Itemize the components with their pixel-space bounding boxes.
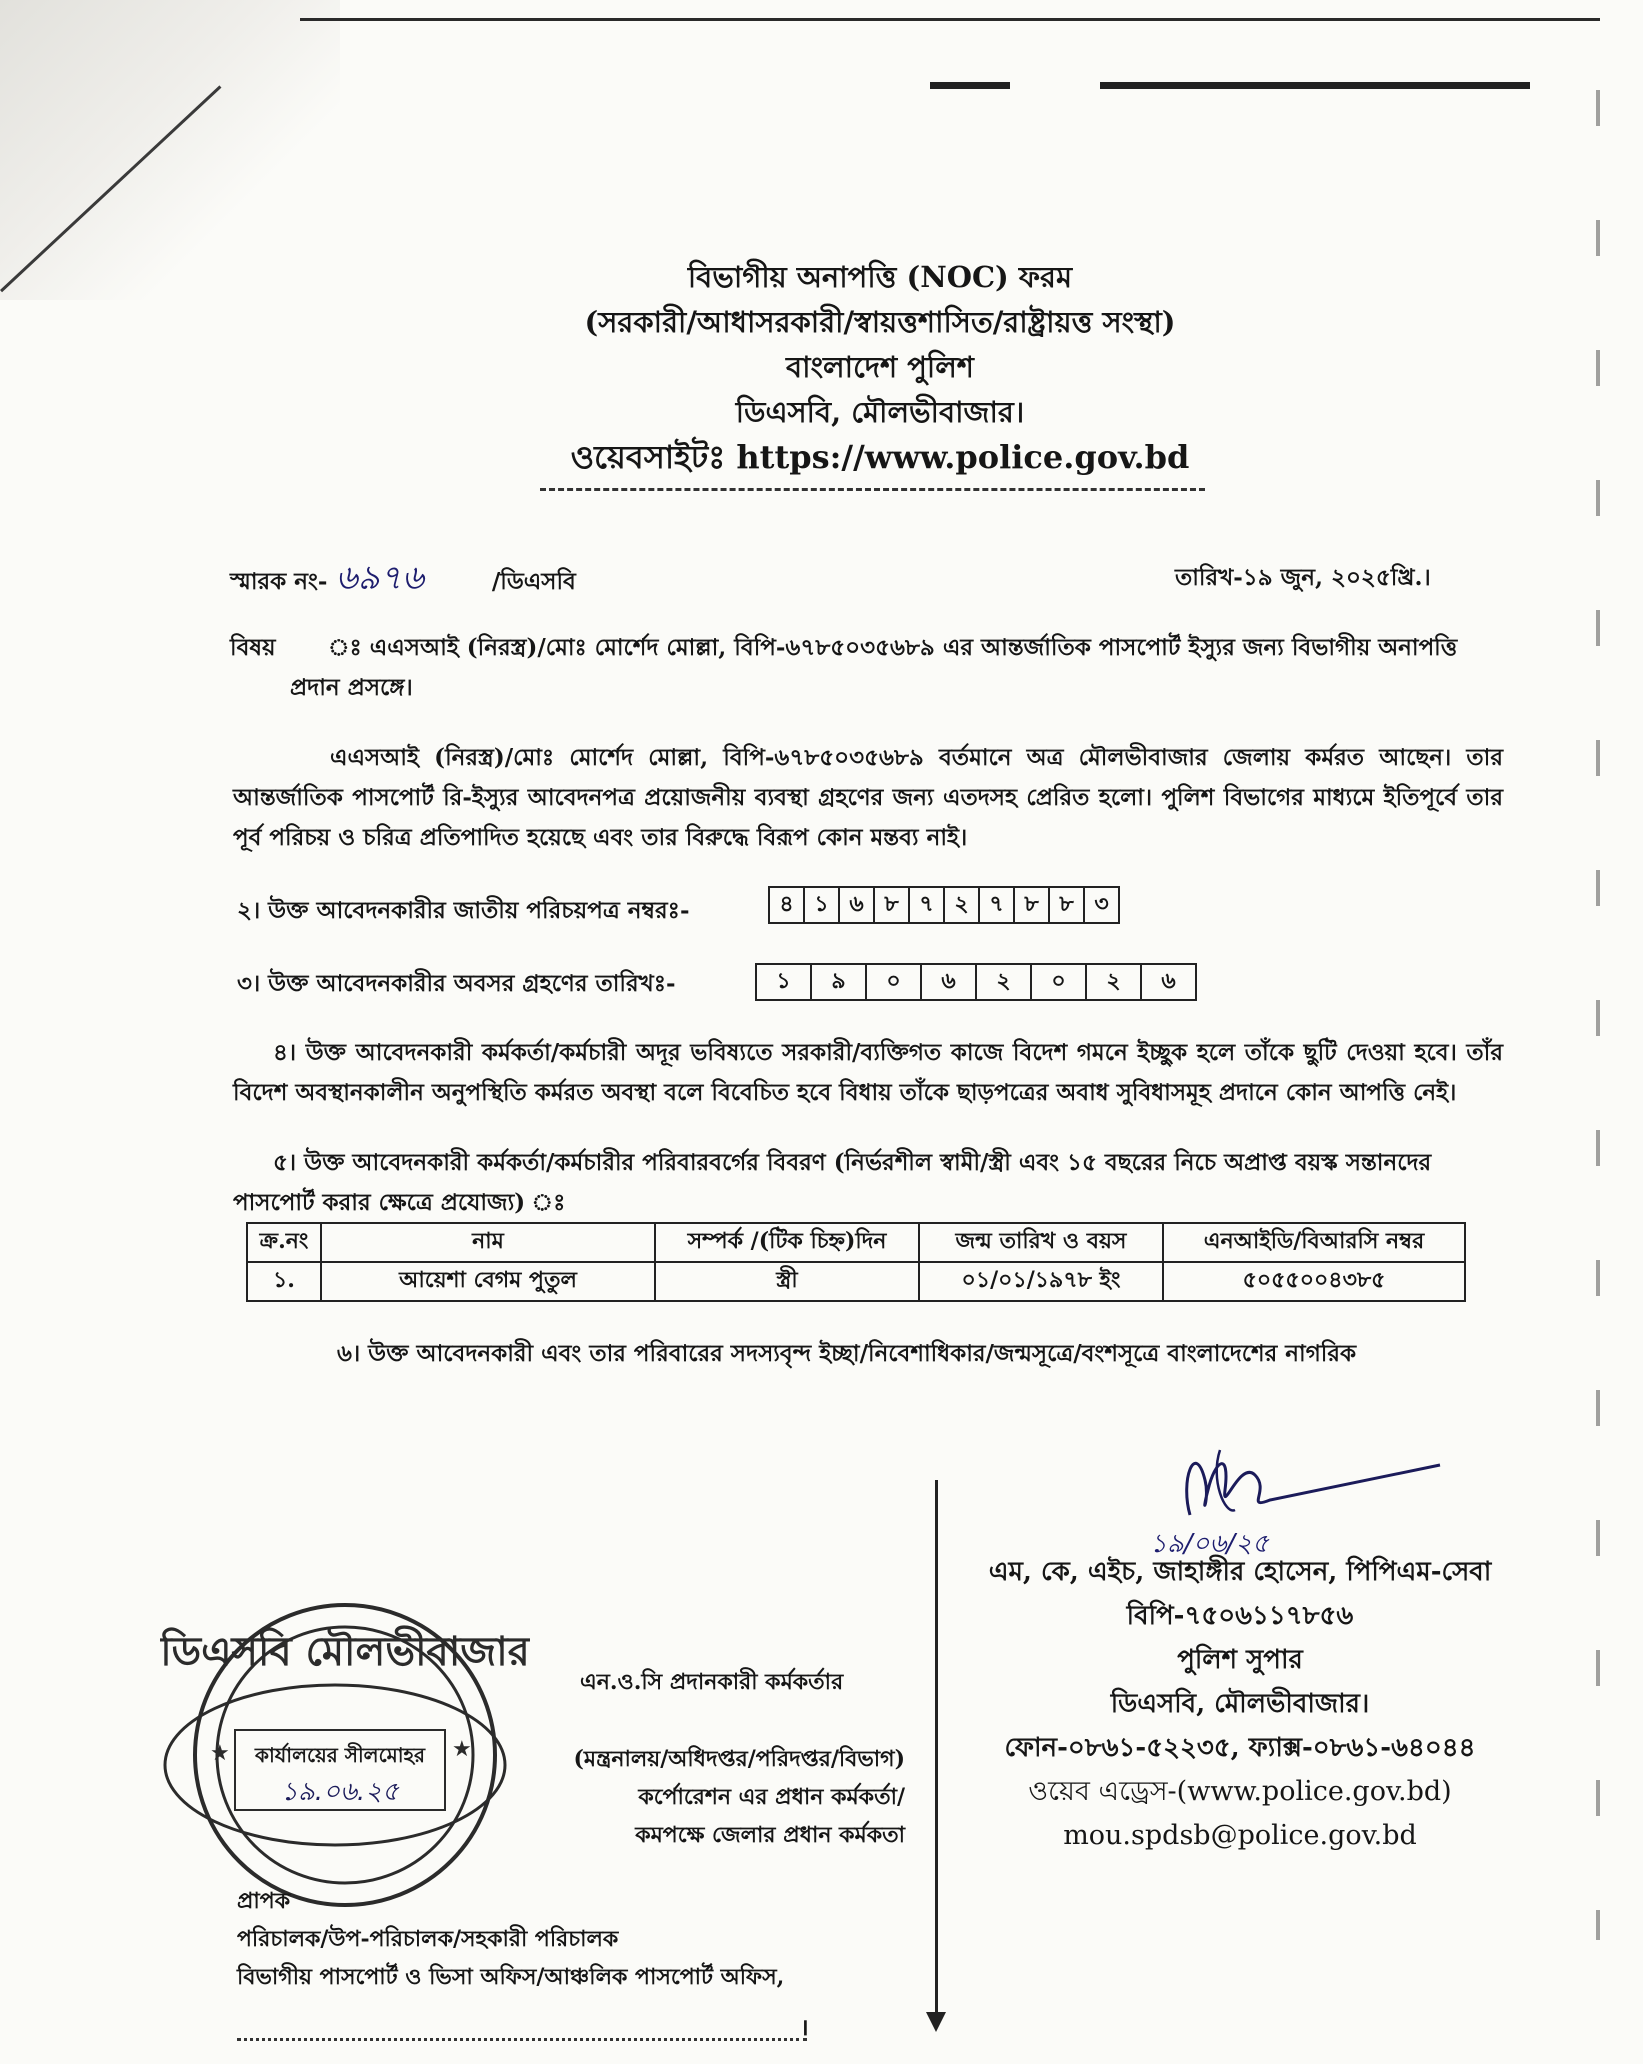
recipient-blank-line — [237, 2038, 807, 2041]
letterhead — [480, 255, 1280, 480]
retire-digit: ৬ — [920, 963, 977, 1001]
col-nid: এনআইডি/বিআরসি নম্বর — [1163, 1223, 1465, 1262]
noc-line-1: (মন্ত্রনালয়/অধিদপ্তর/পরিদপ্তর/বিভাগ) — [573, 1746, 905, 1772]
retire-digit: ০ — [1030, 963, 1087, 1001]
nid-digit: ৮ — [1013, 886, 1050, 924]
folded-corner — [0, 0, 340, 300]
nid-digit: ৭ — [908, 886, 945, 924]
memo-suffix: /ডিএসবি — [491, 568, 576, 595]
nid-label: ২। উক্ত আবেদনকারীর জাতীয় পরিচয়পত্র নম্বরঃ- — [237, 897, 690, 924]
recipient-line-2: বিভাগীয় পাসপোর্ট ও ভিসা অফিস/আঞ্চলিক পাসপোর্ট অফিস, — [237, 1964, 785, 1990]
retire-digit: ২ — [975, 963, 1032, 1001]
signatory-bp: বিপি-৭৫০৬১১৭৮৫৬ — [1126, 1601, 1354, 1631]
table-header-row — [247, 1223, 1465, 1262]
nid-digit: ৮ — [1048, 886, 1085, 924]
star-icon: ★ — [452, 1737, 472, 1762]
agency-name: বাংলাদেশ পুলিশ — [786, 350, 974, 384]
memo-number — [230, 560, 576, 600]
nid-digit: ৬ — [838, 886, 875, 924]
subject-label: বিষয় — [230, 634, 276, 661]
body-item-4: ৪। উক্ত আবেদনকারী কর্মকর্তা/কর্মচারী অদূর ভবিষ্যতে সরকারী/ব্যক্তিগত কাজে বিদেশ গমনে ইচ্ছুক হলে তাঁকে ছুটি দেওয়া হবে। তাঁর বিদেশ অবস্থানকালীন অনুপস্থিতি কর্মরত অবস্থা বলে বিবেচিত হবে বিধায় তাঁকে ছাড়পত্রের অবাধ সুবিধাসমূহ প্রদানে কোন আপত্তি নেই। — [233, 1039, 1503, 1106]
noc-officer-label: এন.ও.সি প্রদানকারী কর্মকর্তার — [580, 1669, 844, 1695]
nid-digit: ২ — [943, 886, 980, 924]
nid-digit: ৩ — [1083, 886, 1120, 924]
form-title: বিভাগীয় অনাপত্তি (NOC) ফরম — [687, 260, 1073, 294]
scan-artifact — [930, 82, 1010, 89]
memo-label: স্মারক নং- — [230, 568, 328, 595]
body-item-6: ৬। উক্ত আবেদনকারী এবং তার পরিবারের সদস্যবৃন্দ ইচ্ছা/নিবেশাধিকার/জন্মসূত্রে/বংশসূত্রে বাংলাদেশের নাগরিক — [337, 1340, 1357, 1367]
retire-digit: ১ — [755, 963, 812, 1001]
scan-edge-marks — [1596, 90, 1600, 1940]
family-table — [246, 1222, 1466, 1302]
noc-line-3: কমপক্ষে জেলার প্রধান কর্মকতা — [635, 1822, 905, 1848]
org-types: (সরকারী/আধাসরকারী/স্বায়ত্তশাসিত/রাষ্ট্রায়ত্ত সংস্থা) — [584, 305, 1176, 339]
signature-date: ১৯/০৬/২৫ — [1150, 1529, 1269, 1559]
signatory-phone: ফোন-০৮৬১-৫২২৩৫, ফ্যাক্স-০৮৬১-৬৪০৪৪ — [1004, 1733, 1476, 1763]
office-seal-stamp — [160, 1590, 530, 1920]
nid-digit: ৭ — [978, 886, 1015, 924]
signatory-office: ডিএসবি, মৌলভীবাজার। — [1110, 1689, 1370, 1719]
website: ওয়েবসাইটঃ https://www.police.gov.bd — [570, 438, 1190, 476]
table-row — [247, 1262, 1465, 1301]
retire-digit: ৯ — [810, 963, 867, 1001]
col-serial: ক্র.নং — [247, 1223, 321, 1262]
col-name: নাম — [321, 1223, 655, 1262]
subject-line-2: প্রদান প্রসঙ্গে। — [290, 674, 413, 701]
nid-digit: ৮ — [873, 886, 910, 924]
noc-line-2: কর্পোরেশন এর প্রধান কর্মকর্তা/ — [638, 1784, 905, 1810]
cell-nid: ৫০৫৫০০৪৩৮৫ — [1163, 1262, 1465, 1301]
memo-handwritten-number: ৬৯৭৬ — [335, 558, 424, 598]
col-dob: জন্ম তারিখ ও বয়স — [919, 1223, 1163, 1262]
signatory-designation: পুলিশ সুপার — [1177, 1645, 1303, 1675]
col-relation: সম্পর্ক /(টিক চিহ্ন)দিন — [655, 1223, 919, 1262]
cell-relation: স্ত্রী — [655, 1262, 919, 1301]
retire-digit: ০ — [865, 963, 922, 1001]
recipient-block — [237, 1882, 784, 1996]
nid-digit: ১ — [803, 886, 840, 924]
noc-officer-designation — [545, 1740, 905, 1854]
signatory-web: ওয়েব এড্রেস-(www.police.gov.bd) — [1028, 1776, 1452, 1807]
nid-digit: ৪ — [768, 886, 805, 924]
nid-digit-boxes — [770, 886, 1120, 924]
divider-arrow-line — [935, 1480, 938, 2020]
cell-dob: ০১/০১/১৯৭৮ ইং — [919, 1262, 1163, 1301]
office-name: ডিএসবি, মৌলভীবাজার। — [735, 395, 1025, 429]
scan-artifact — [1100, 82, 1530, 89]
signatory-block — [930, 1550, 1550, 1858]
seal-text: ডিএসবি মৌলভীবাজার — [160, 1629, 530, 1675]
seal-label: কার্যালয়ের সীলমোহর — [254, 1743, 426, 1767]
retirement-label: ৩। উক্ত আবেদনকারীর অবসর গ্রহণের তারিখঃ- — [237, 970, 676, 997]
recipient-label: প্রাপক — [237, 1888, 291, 1914]
header-divider — [540, 488, 1205, 491]
seal-date: ১৯.০৬.২৫ — [281, 1777, 399, 1807]
retire-digit: ৬ — [1140, 963, 1197, 1001]
body-paragraph-1: এএসআই (নিরস্ত্র)/মোঃ মোর্শেদ মোল্লা, বিপি-৬৭৮৫০৩৫৬৮৯ বর্তমানে অত্র মৌলভীবাজার জেলায় কর্মরত আছেন। তার আন্তর্জাতিক পাসপোর্ট রি-ইস্যুর আবেদনপত্র প্রয়োজনীয় ব্যবস্থা গ্রহণের জন্য এতদসহ প্রেরিত হলো। পুলিশ বিভাগের মাধ্যমে ইতিপূর্বে তার পূর্ব পরিচয় ও চরিত্র প্রতিপাদিত হয়েছে এবং তার বিরুদ্ধে বিরূপ কোন মন্তব্য নাই। — [233, 744, 1503, 851]
cell-name: আয়েশা বেগম পুতুল — [321, 1262, 655, 1301]
item5-line-2: পাসপোর্ট করার ক্ষেত্রে প্রযোজ্য) ঃ — [233, 1189, 566, 1216]
retire-digit: ২ — [1085, 963, 1142, 1001]
recipient-line-1: পরিচালক/উপ-পরিচালক/সহকারী পরিচালক — [237, 1926, 619, 1952]
scan-top-edge — [300, 18, 1600, 21]
retirement-digit-boxes — [757, 963, 1197, 1001]
star-icon: ★ — [210, 1741, 230, 1766]
cell-serial: ১. — [247, 1262, 321, 1301]
item5-line-1: ৫। উক্ত আবেদনকারী কর্মকর্তা/কর্মচারীর পরিবারবর্গের বিবরণ (নির্ভরশীল স্বামী/স্ত্রী এবং ১৫ বছরের নিচে অপ্রাপ্ত বয়স্ক সন্তানদের — [273, 1149, 1432, 1176]
recipient-end: । — [800, 2014, 809, 2041]
subject-line-1: ঃ এএসআই (নিরস্ত্র)/মোঃ মোর্শেদ মোল্লা, বিপি-৬৭৮৫০৩৫৬৮৯ এর আন্তর্জাতিক পাসপোর্ট ইস্যুর জন্য বিভাগীয় অনাপত্তি — [328, 634, 1458, 661]
signature-image — [1150, 1420, 1450, 1540]
signatory-email: mou.spdsb@police.gov.bd — [1063, 1820, 1417, 1851]
arrow-down-icon — [926, 2012, 946, 2032]
memo-date: তারিখ-১৯ জুন, ২০২৫খ্রি.। — [1175, 564, 1431, 591]
signatory-name: এম, কে, এইচ, জাহাঙ্গীর হোসেন, পিপিএম-সেবা — [988, 1557, 1492, 1587]
